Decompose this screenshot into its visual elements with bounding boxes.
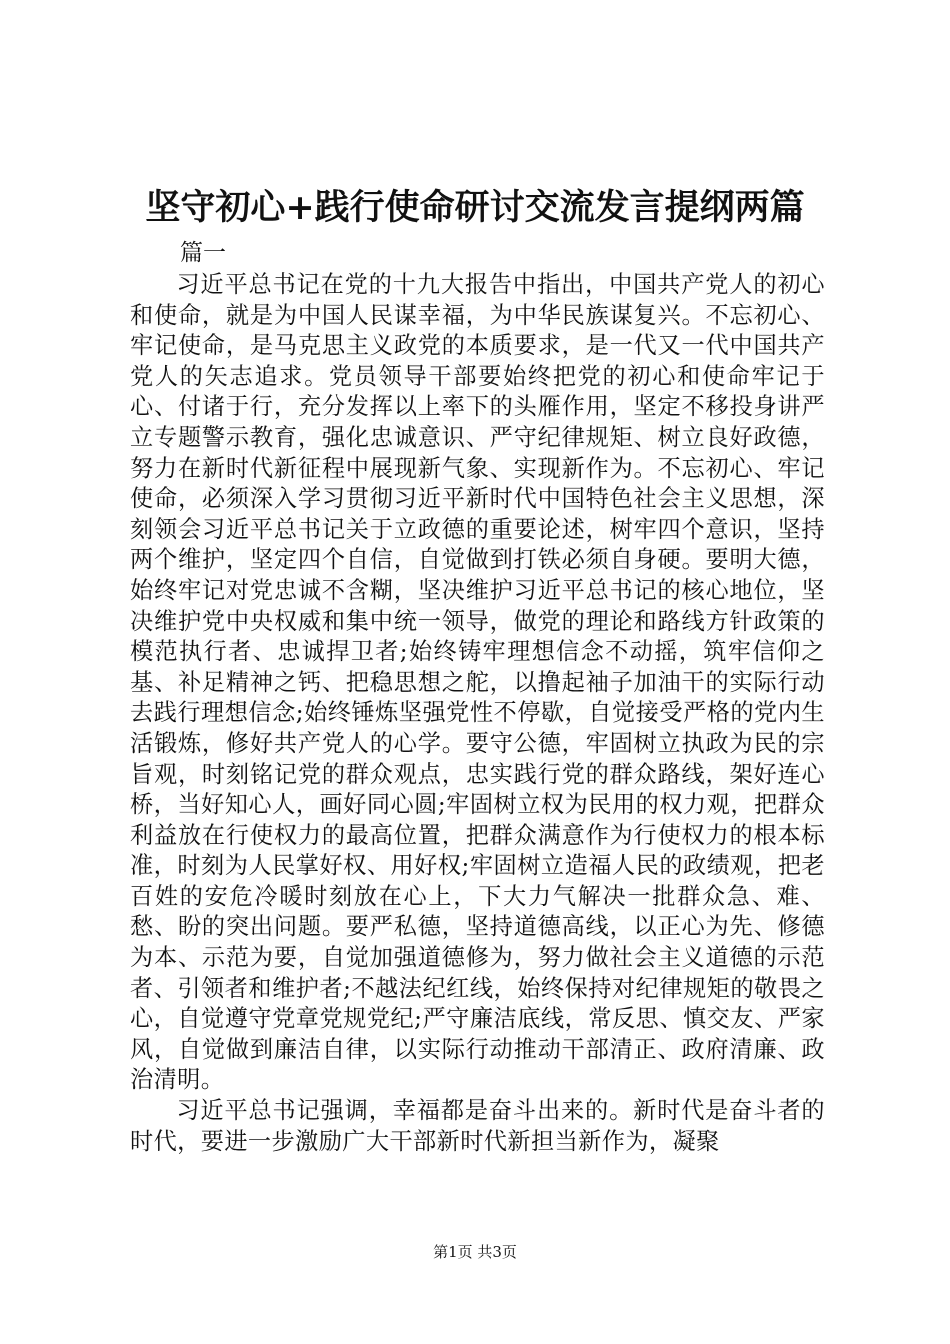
body-paragraph: 习近平总书记强调，幸福都是奋斗出来的。新时代是奋斗者的时代，要进一步激励广大干部新时代新担当新作为，凝聚 bbox=[130, 1097, 825, 1155]
page-number-footer: 第1页 共3页 bbox=[433, 1243, 517, 1261]
document-title: 坚守初心+践行使命研讨交流发言提纲两篇 bbox=[145, 187, 805, 228]
body-paragraph: 习近平总书记在党的十九大报告中指出，中国共产党人的初心和使命，就是为中国人民谋幸福，为中华民族谋复兴。不忘初心、牢记使命，是马克思主义政党的本质要求，是一代又一代中国共产党人的矢志追求。党员领导干部要始终把党的初心和使命牢记于心、付诸于行，充分发挥以上率下的头雁作用，坚定不移投身讲严立专题警示教育，强化忠诚意识、严守纪律规矩、树立良好政德，努力在新时代新征程中展现新气象、实现新作为。不忘初心、牢记使命，必须深入学习贯彻习近平新时代中国特色社会主义思想，深刻领会习近平总书记关于立政德的重要论述，树牢四个意识，坚持两个维护，坚定四个自信，自觉做到打铁必须自身硬。要明大德，始终牢记对党忠诚不含糊，坚决维护习近平总书记的核心地位，坚决维护党中央权威和集中统一领导，做党的理论和路线方针政策的模范执行者、忠诚捍卫者;始终铸牢理想信念不动摇，筑牢信仰之基、补足精神之钙、把稳思想之舵，以撸起袖子加油干的实际行动去践行理想信念;始终锤炼坚强党性不停歇，自觉接受严格的党内生活锻炼，修好共产党人的心学。要守公德，牢固树立执政为民的宗旨观，时刻铭记党的群众观点，忠实践行党的群众路线，架好连心桥，当好知心人，画好同心圆;牢固树立权为民用的权力观，把群众利益放在行使权力的最高位置，把群众满意作为行使权力的根本标准，时刻为人民掌好权、用好权;牢固树立造福人民的政绩观，把老百姓的安危冷暖时刻放在心上，下大力气解决一批群众急、难、愁、盼的突出问题。要严私德，坚持道德高线，以正心为先、修德为本、示范为要，自觉加强道德修为，努力做社会主义道德的示范者、引领者和维护者;不越法纪红线，始终保持对纪律规矩的敬畏之心，自觉遵守党章党规党纪;严守廉洁底线，常反思、慎交友、严家风，自觉做到廉洁自律，以实际行动推动干部清正、政府清廉、政治清明。 bbox=[130, 271, 825, 1094]
section-label: 篇一 bbox=[180, 240, 226, 266]
document-body bbox=[130, 270, 825, 1157]
